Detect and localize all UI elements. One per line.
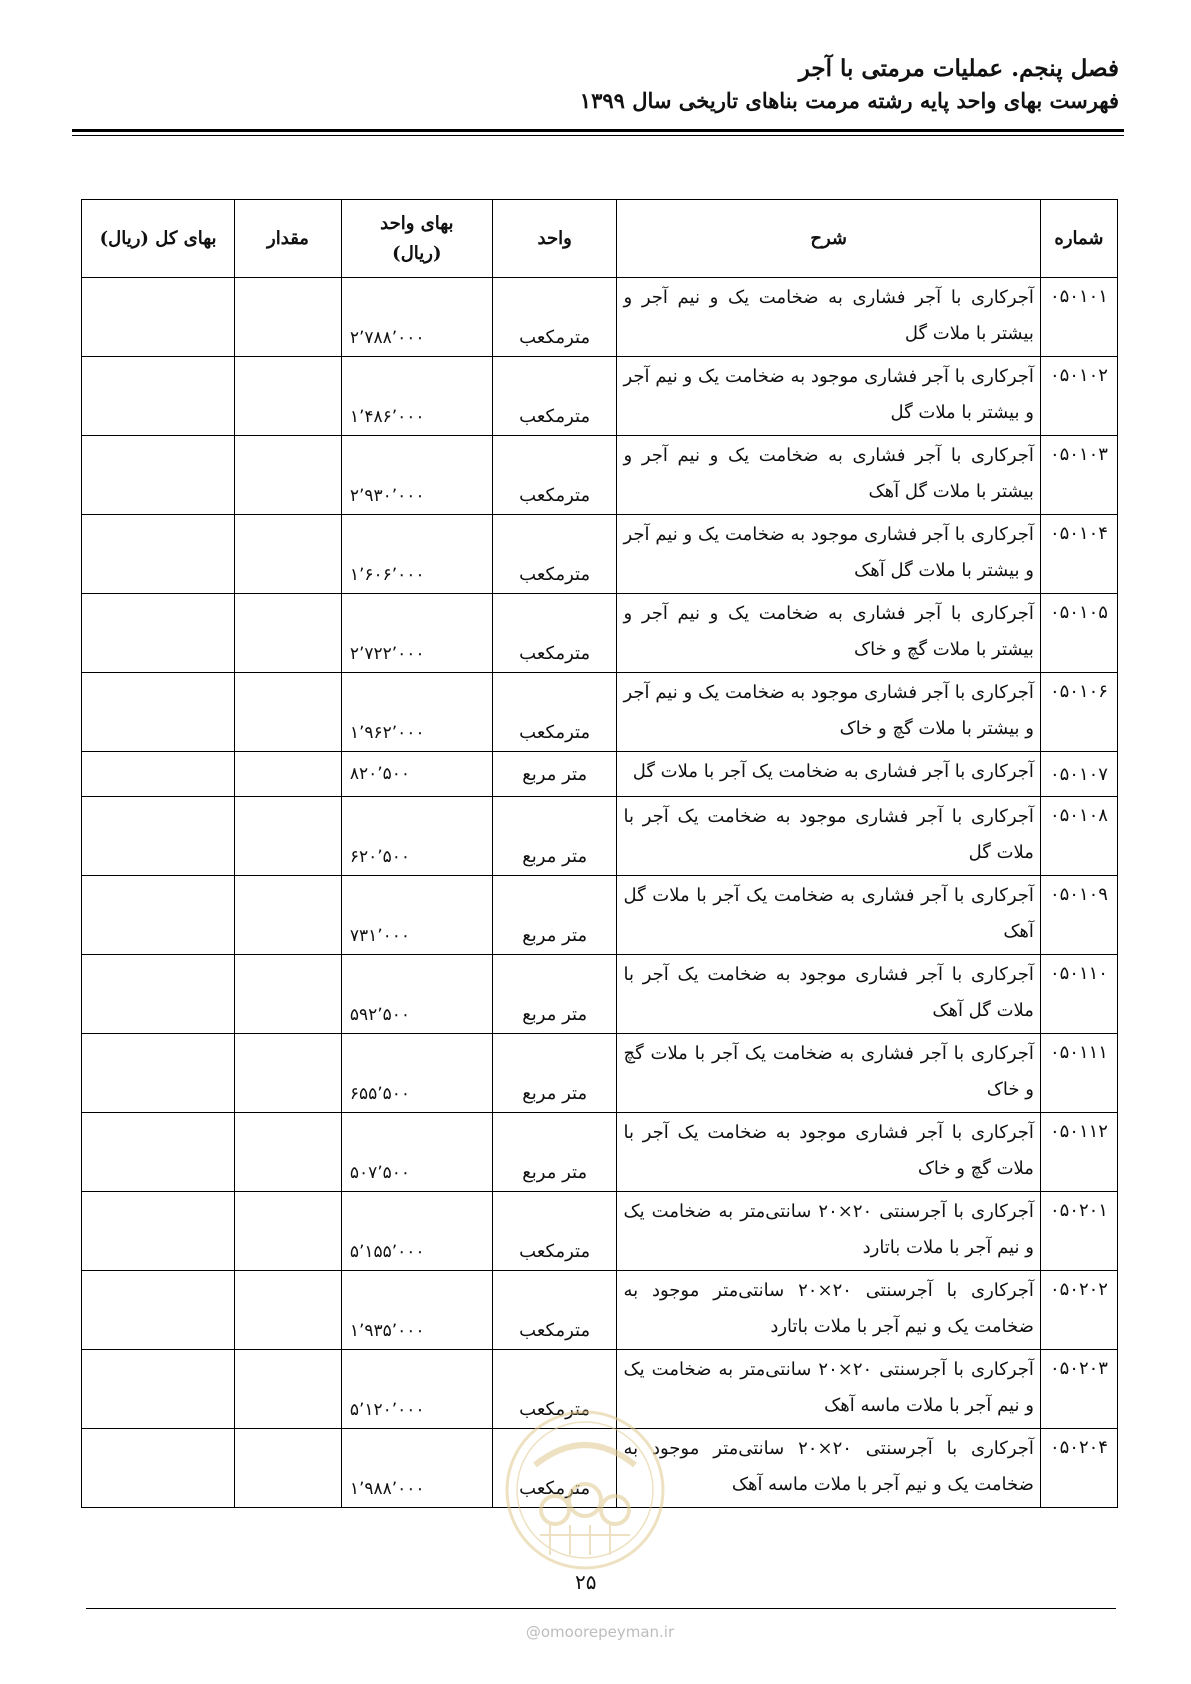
row-unit-price: ۱٬۹۸۸٬۰۰۰ <box>341 1429 492 1508</box>
row-code: ۰۵۰۱۱۲ <box>1040 1113 1117 1192</box>
row-total-price <box>82 1429 235 1508</box>
row-unit: مترمکعب <box>492 1271 617 1350</box>
row-code: ۰۵۰۱۰۸ <box>1040 797 1117 876</box>
row-total-price <box>82 752 235 797</box>
row-quantity <box>235 357 342 436</box>
header-unit: واحد <box>492 200 617 278</box>
row-description: آجرکاری با آجر فشاری موجود به ضخامت یک آجر با ملات گچ و خاک <box>617 1113 1040 1192</box>
table-row <box>82 436 1118 515</box>
row-description: آجرکاری با آجر فشاری به ضخامت یک آجر با ملات گچ و خاک <box>617 1034 1040 1113</box>
row-unit: مترمکعب <box>492 1350 617 1429</box>
row-unit-price: ۲٬۹۳۰٬۰۰۰ <box>341 436 492 515</box>
row-unit: مترمکعب <box>492 278 617 357</box>
row-code: ۰۵۰۲۰۴ <box>1040 1429 1117 1508</box>
row-code: ۰۵۰۱۰۱ <box>1040 278 1117 357</box>
table-row <box>82 1271 1118 1350</box>
row-quantity <box>235 1113 342 1192</box>
chapter-title: فصل پنجم. عملیات مرمتی با آجر <box>798 55 1119 82</box>
header-quantity: مقدار <box>235 200 342 278</box>
header-unit-price-label: بهای واحد <box>380 212 454 234</box>
row-unit: مترمکعب <box>492 436 617 515</box>
table-row <box>82 357 1118 436</box>
row-unit: متر مربع <box>492 752 617 797</box>
row-quantity <box>235 1034 342 1113</box>
row-unit: مترمکعب <box>492 1192 617 1271</box>
row-total-price <box>82 278 235 357</box>
row-quantity <box>235 436 342 515</box>
row-total-price <box>82 876 235 955</box>
row-total-price <box>82 357 235 436</box>
row-description: آجرکاری با آجر فشاری به ضخامت یک و نیم آجر و بیشتر با ملات گل آهک <box>617 436 1040 515</box>
table-row <box>82 1034 1118 1113</box>
row-quantity <box>235 1350 342 1429</box>
table-row <box>82 797 1118 876</box>
row-quantity <box>235 1192 342 1271</box>
seal-watermark <box>500 1405 670 1575</box>
row-description: آجرکاری با آجرسنتی ۲۰×۲۰ سانتی‌متر موجود به ضخامت یک و نیم آجر با ملات باتارد <box>617 1271 1040 1350</box>
row-unit: متر مربع <box>492 1113 617 1192</box>
row-code: ۰۵۰۱۰۶ <box>1040 673 1117 752</box>
row-quantity <box>235 752 342 797</box>
row-code: ۰۵۰۲۰۱ <box>1040 1192 1117 1271</box>
row-unit-price: ۱٬۹۶۲٬۰۰۰ <box>341 673 492 752</box>
row-total-price <box>82 797 235 876</box>
header-description: شرح <box>617 200 1040 278</box>
row-description: آجرکاری با آجر فشاری موجود به ضخامت یک آجر با ملات گل <box>617 797 1040 876</box>
page-header <box>72 52 1119 116</box>
row-unit: مترمکعب <box>492 594 617 673</box>
row-description: آجرکاری با آجر فشاری به ضخامت یک آجر با ملات گل آهک <box>617 876 1040 955</box>
footer-website: @omoorepeyman.ir <box>525 1623 675 1641</box>
row-unit-price: ۶۵۵٬۵۰۰ <box>341 1034 492 1113</box>
row-description: آجرکاری با آجر فشاری به ضخامت یک و نیم آجر و بیشتر با ملات گچ و خاک <box>617 594 1040 673</box>
row-total-price <box>82 1034 235 1113</box>
table-row <box>82 876 1118 955</box>
row-unit-price: ۵٬۱۲۰٬۰۰۰ <box>341 1350 492 1429</box>
table-row <box>82 515 1118 594</box>
row-quantity <box>235 673 342 752</box>
row-unit-price: ۱٬۹۳۵٬۰۰۰ <box>341 1271 492 1350</box>
row-quantity <box>235 1271 342 1350</box>
row-total-price <box>82 594 235 673</box>
row-description: آجرکاری با آجر فشاری به ضخامت یک و نیم آجر و بیشتر با ملات گل <box>617 278 1040 357</box>
row-code: ۰۵۰۱۰۵ <box>1040 594 1117 673</box>
row-description: آجرکاری با آجرسنتی ۲۰×۲۰ سانتی‌متر به ضخامت یک و نیم آجر با ملات ماسه آهک <box>617 1350 1040 1429</box>
row-unit: متر مربع <box>492 955 617 1034</box>
row-unit-price: ۵٬۱۵۵٬۰۰۰ <box>341 1192 492 1271</box>
row-code: ۰۵۰۱۰۹ <box>1040 876 1117 955</box>
table-row <box>82 278 1118 357</box>
page-number: ۲۵ <box>575 1570 597 1594</box>
row-unit: متر مربع <box>492 1034 617 1113</box>
row-quantity <box>235 1429 342 1508</box>
table-row <box>82 594 1118 673</box>
table-row <box>82 673 1118 752</box>
row-description: آجرکاری با آجر فشاری به ضخامت یک آجر با ملات گل <box>617 752 1040 797</box>
header-code: شماره <box>1040 200 1117 278</box>
row-total-price <box>82 436 235 515</box>
table-row <box>82 1113 1118 1192</box>
row-total-price <box>82 1113 235 1192</box>
table-row <box>82 955 1118 1034</box>
price-list-table <box>81 199 1118 1508</box>
row-unit-price: ۵۹۲٬۵۰۰ <box>341 955 492 1034</box>
row-code: ۰۵۰۱۰۷ <box>1040 752 1117 797</box>
row-quantity <box>235 955 342 1034</box>
table-row <box>82 1192 1118 1271</box>
row-unit-price: ۵۰۷٬۵۰۰ <box>341 1113 492 1192</box>
footer-rule <box>86 1608 1116 1609</box>
row-description: آجرکاری با آجرسنتی ۲۰×۲۰ سانتی‌متر به ضخامت یک و نیم آجر با ملات باتارد <box>617 1192 1040 1271</box>
table-header-row <box>82 200 1118 278</box>
row-total-price <box>82 1350 235 1429</box>
header-unit-price <box>341 200 492 278</box>
row-unit-price: ۲٬۷۲۲٬۰۰۰ <box>341 594 492 673</box>
table-row <box>82 752 1118 797</box>
row-code: ۰۵۰۱۱۱ <box>1040 1034 1117 1113</box>
row-unit: مترمکعب <box>492 1429 617 1508</box>
row-quantity <box>235 797 342 876</box>
row-description: آجرکاری با آجرسنتی ۲۰×۲۰ سانتی‌متر موجود به ضخامت یک و نیم آجر با ملات ماسه آهک <box>617 1429 1040 1508</box>
row-unit-price: ۶۲۰٬۵۰۰ <box>341 797 492 876</box>
row-unit-price: ۲٬۷۸۸٬۰۰۰ <box>341 278 492 357</box>
row-total-price <box>82 1271 235 1350</box>
header-unit-price-currency: (ریال) <box>392 242 442 264</box>
row-total-price <box>82 955 235 1034</box>
row-quantity <box>235 594 342 673</box>
row-description: آجرکاری با آجر فشاری موجود به ضخامت یک و نیم آجر و بیشتر با ملات گل آهک <box>617 515 1040 594</box>
row-unit: مترمکعب <box>492 515 617 594</box>
row-code: ۰۵۰۱۰۲ <box>1040 357 1117 436</box>
header-rule-thin <box>72 135 1124 136</box>
document-subtitle: فهرست بهای واحد پایه رشته مرمت بناهای تاریخی سال ۱۳۹۹ <box>579 88 1119 113</box>
row-code: ۰۵۰۱۱۰ <box>1040 955 1117 1034</box>
row-unit-price: ۱٬۶۰۶٬۰۰۰ <box>341 515 492 594</box>
row-total-price <box>82 515 235 594</box>
row-unit-price: ۸۲۰٬۵۰۰ <box>341 752 492 797</box>
row-unit: متر مربع <box>492 797 617 876</box>
row-unit: مترمکعب <box>492 673 617 752</box>
row-description: آجرکاری با آجر فشاری موجود به ضخامت یک آجر با ملات گل آهک <box>617 955 1040 1034</box>
row-code: ۰۵۰۱۰۳ <box>1040 436 1117 515</box>
row-code: ۰۵۰۲۰۲ <box>1040 1271 1117 1350</box>
header-total-price: بهای کل (ریال) <box>82 200 235 278</box>
row-quantity <box>235 278 342 357</box>
row-quantity <box>235 515 342 594</box>
row-total-price <box>82 1192 235 1271</box>
row-description: آجرکاری با آجر فشاری موجود به ضخامت یک و نیم آجر و بیشتر با ملات گچ و خاک <box>617 673 1040 752</box>
row-unit: مترمکعب <box>492 357 617 436</box>
row-unit-price: ۷۳۱٬۰۰۰ <box>341 876 492 955</box>
row-unit: متر مربع <box>492 876 617 955</box>
row-total-price <box>82 673 235 752</box>
row-code: ۰۵۰۲۰۳ <box>1040 1350 1117 1429</box>
row-code: ۰۵۰۱۰۴ <box>1040 515 1117 594</box>
row-unit-price: ۱٬۴۸۶٬۰۰۰ <box>341 357 492 436</box>
row-quantity <box>235 876 342 955</box>
header-rule-thick <box>72 129 1124 132</box>
row-description: آجرکاری با آجر فشاری موجود به ضخامت یک و نیم آجر و بیشتر با ملات گل <box>617 357 1040 436</box>
